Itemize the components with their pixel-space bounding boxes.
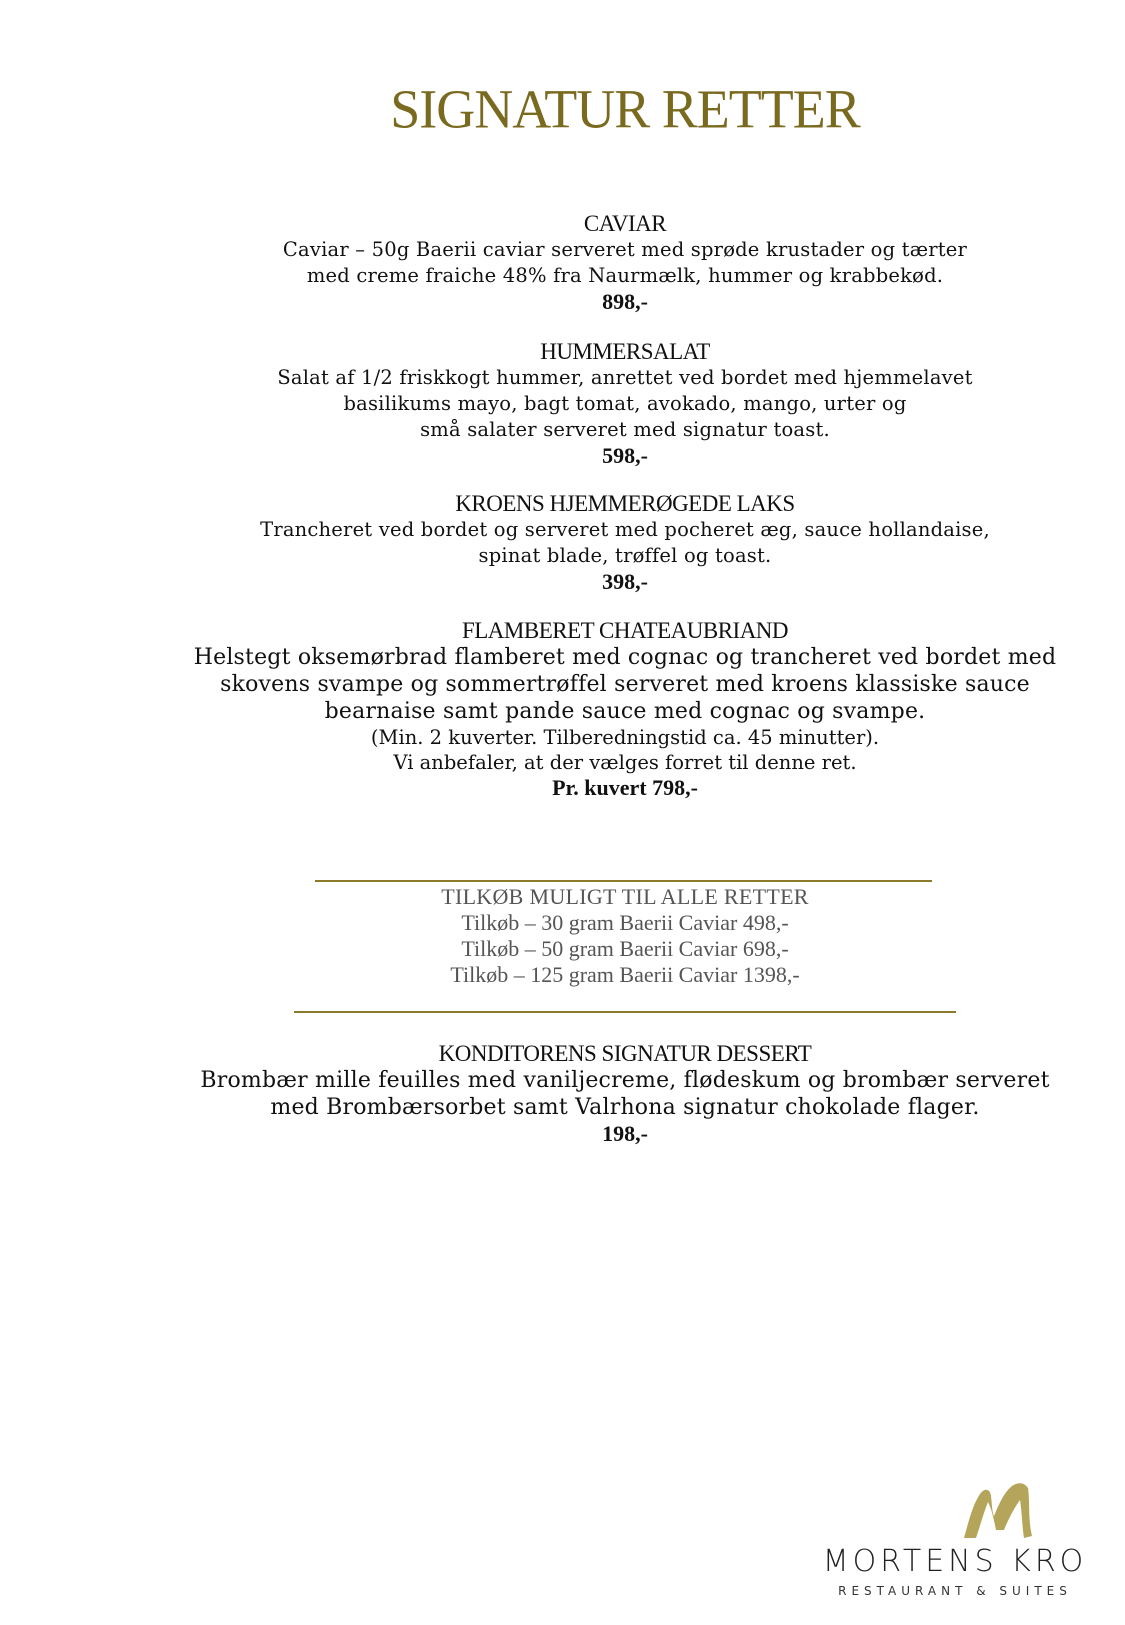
dish-description-line: Helstegt oksemørbrad flamberet med cognac og trancheret ved bordet med bbox=[193, 645, 1057, 670]
dish-price: 898,- bbox=[602, 289, 648, 314]
dish-price: Pr. kuvert 798,- bbox=[552, 775, 698, 800]
page-title: SIGNATUR RETTER bbox=[390, 78, 860, 140]
dish-laks bbox=[150, 490, 1100, 595]
logo-name: MORTENS KRO bbox=[822, 1544, 1088, 1579]
brand-logo bbox=[810, 1480, 1100, 1600]
dish-hummersalat bbox=[150, 338, 1100, 469]
dish-name: FLAMBERET CHATEAUBRIAND bbox=[461, 618, 789, 643]
dish-price: 398,- bbox=[602, 569, 648, 594]
dish-name: KONDITORENS SIGNATUR DESSERT bbox=[438, 1041, 812, 1066]
addon-heading: TILKØB MULIGT TIL ALLE RETTER bbox=[441, 884, 809, 909]
divider-bottom bbox=[294, 1011, 956, 1013]
dish-description-line: spinat blade, trøffel og toast. bbox=[478, 544, 772, 567]
dish-description-line: med creme fraiche 48% fra Naurmælk, hummer og krabbekød. bbox=[306, 264, 944, 287]
dish-name: CAVIAR bbox=[583, 211, 667, 236]
dish-description-line: med Brombærsorbet samt Valrhona signatur chokolade flager. bbox=[270, 1095, 980, 1120]
dish-name: HUMMERSALAT bbox=[540, 339, 710, 364]
dish-price: 598,- bbox=[602, 443, 648, 468]
addon-item: Tilkøb – 30 gram Baerii Caviar 498,- bbox=[461, 910, 789, 935]
dish-description-line: Salat af 1/2 friskkogt hummer, anrettet ved bordet med hjemmelavet bbox=[277, 366, 973, 389]
dish-name: KROENS HJEMMERØGEDE LAKS bbox=[455, 491, 795, 516]
addon-section bbox=[150, 884, 1100, 988]
addon-item: Tilkøb – 50 gram Baerii Caviar 698,- bbox=[461, 936, 789, 961]
dish-description-line: Brombær mille feuilles med vaniljecreme, flødeskum og brombær serveret bbox=[200, 1068, 1050, 1093]
dish-description-line: skovens svampe og sommertrøffel serveret med kroens klassiske sauce bbox=[220, 672, 1030, 697]
dish-description-line: Caviar – 50g Baerii caviar serveret med sprøde krustader og tærter bbox=[282, 238, 968, 261]
dish-description-line: bearnaise samt pande sauce med cognac og svampe. bbox=[324, 699, 926, 724]
dish-chateaubriand bbox=[150, 617, 1100, 801]
dish-dessert bbox=[150, 1040, 1100, 1147]
dish-description-line: Trancheret ved bordet og serveret med pocheret æg, sauce hollandaise, bbox=[260, 518, 990, 541]
divider-top bbox=[315, 880, 932, 882]
dish-note: (Min. 2 kuverter. Tilberedningstid ca. 45 minutter). bbox=[370, 726, 880, 749]
logo-tagline: RESTAURANT & SUITES bbox=[838, 1584, 1072, 1598]
dish-price: 198,- bbox=[602, 1121, 648, 1146]
dish-note: Vi anbefaler, at der vælges forret til denne ret. bbox=[393, 751, 857, 774]
dish-description-line: små salater serveret med signatur toast. bbox=[420, 418, 830, 441]
dish-caviar bbox=[150, 210, 1100, 315]
addon-item: Tilkøb – 125 gram Baerii Caviar 1398,- bbox=[450, 962, 800, 987]
m-mark-icon bbox=[958, 1480, 1038, 1542]
dish-description-line: basilikums mayo, bagt tomat, avokado, mango, urter og bbox=[343, 392, 907, 415]
